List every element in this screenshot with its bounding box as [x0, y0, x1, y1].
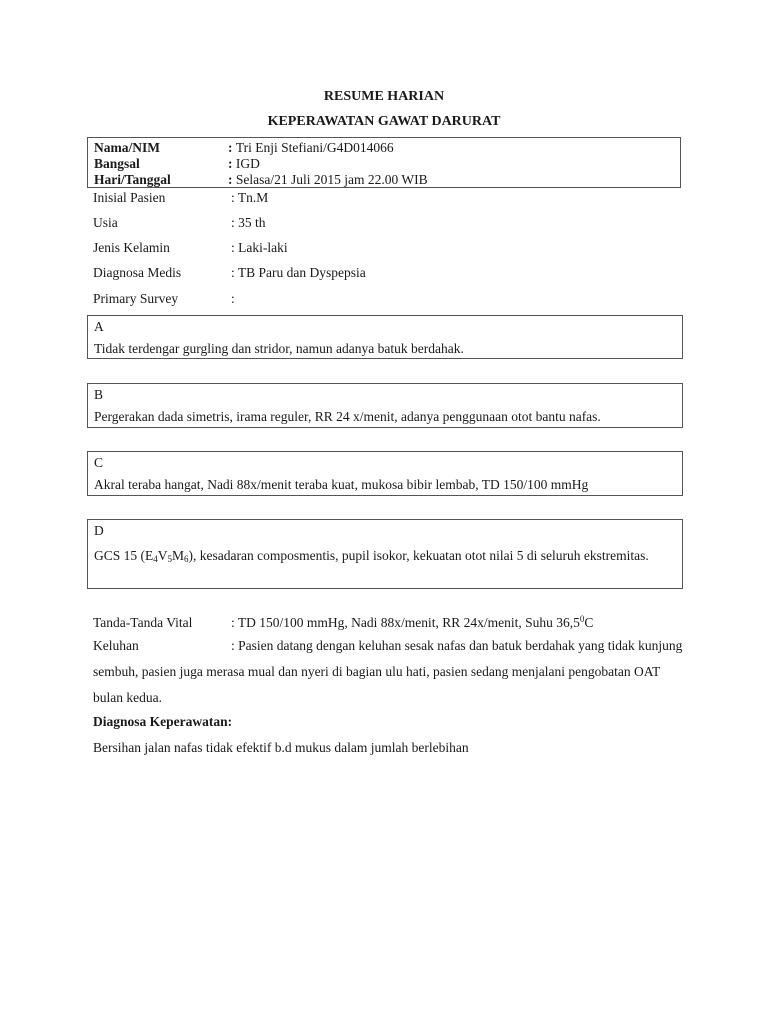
survey-letter: B [94, 387, 104, 402]
field-label: Primary Survey [93, 291, 179, 306]
document-subtitle: KEPERAWATAN GAWAT DARURAT [267, 114, 501, 129]
colon: : [231, 291, 235, 306]
colon: : [231, 638, 239, 653]
survey-letter: A [94, 319, 104, 334]
field-label: Inisial Pasien [93, 190, 166, 205]
survey-d-rest: ), kesadaran composmentis, pupil isokor, kekuatan otot nilai 5 di seluruh ekstremitas. [188, 548, 649, 563]
gcs-v: V [157, 548, 168, 563]
colon: : [231, 615, 238, 630]
document-title: RESUME HARIAN [323, 89, 445, 104]
field-label: Keluhan [93, 638, 139, 653]
identity-value: Selasa/21 Juli 2015 jam 22.00 WIB [235, 172, 428, 187]
field-value: Tn.M [237, 190, 269, 205]
gcs-m-score: 6 [184, 554, 189, 564]
field-value: 35 th [238, 215, 266, 230]
field-label: Tanda-Tanda Vital [93, 615, 193, 630]
nursing-diagnosis-text: Bersihan jalan nafas tidak efektif b.d mukus dalam jumlah berlebihan [93, 740, 469, 755]
patient-row-primary-survey [93, 291, 235, 307]
survey-box-disability [87, 519, 683, 589]
nursing-diagnosis-heading: Diagnosa Keperawatan: [93, 714, 233, 729]
patient-row-initials [93, 190, 268, 206]
colon: : [228, 156, 236, 171]
identity-row-date [94, 172, 428, 188]
vitals-value: TD 150/100 mmHg, Nadi 88x/menit, RR 24x/menit, Suhu 36,5 [237, 615, 580, 630]
vital-signs-row [93, 614, 593, 631]
survey-letter: C [94, 455, 104, 470]
colon: : [228, 140, 236, 155]
field-label: Jenis Kelamin [93, 240, 170, 255]
identity-box [87, 137, 681, 188]
identity-label: Bangsal [94, 156, 140, 171]
identity-label: Hari/Tanggal [94, 172, 171, 187]
complaint-text: Pasien datang dengan keluhan sesak nafas dan batuk berdahak yang tidak kunjung sembuh, pasien juga merasa mual dan nyeri di bagian ulu hati, pasien sedang menjalani pengobatan OAT bulan kedua. [93, 638, 683, 705]
survey-text: Pergerakan dada simetris, irama reguler, RR 24 x/menit, adanya penggunaan otot bantu nafas. [94, 409, 601, 424]
survey-text: Tidak terdengar gurgling dan stridor, namun adanya batuk berdahak. [94, 341, 464, 356]
colon: : [231, 215, 239, 230]
survey-letter: D [94, 523, 104, 538]
colon: : [228, 172, 236, 187]
gcs-e-score: 4 [153, 554, 158, 564]
colon: : [231, 190, 238, 205]
field-value: TB Paru dan Dyspepsia [237, 265, 366, 280]
patient-row-gender [93, 240, 288, 256]
complaint-paragraph [93, 633, 693, 711]
identity-row-ward [94, 156, 260, 172]
patient-row-diagnosis [93, 265, 366, 281]
identity-value: Tri Enji Stefiani/G4D014066 [235, 140, 394, 155]
colon: : [231, 240, 239, 255]
field-value: Laki-laki [238, 240, 288, 255]
field-label: Usia [93, 215, 118, 230]
patient-row-age [93, 215, 266, 231]
colon: : [231, 265, 238, 280]
identity-value: IGD [235, 156, 260, 171]
gcs-prefix: GCS 15 (E [94, 548, 154, 563]
survey-box-circulation [87, 451, 683, 496]
gcs-v-score: 5 [167, 554, 173, 564]
survey-text [94, 543, 674, 572]
field-label: Diagnosa Medis [93, 265, 182, 280]
survey-box-airway [87, 315, 683, 359]
survey-box-breathing [87, 383, 683, 428]
gcs-m: M [172, 548, 185, 563]
identity-row-name [94, 140, 394, 156]
identity-label: Nama/NIM [94, 140, 160, 155]
survey-text: Akral teraba hangat, Nadi 88x/menit teraba kuat, mukosa bibir lembab, TD 150/100 mmHg [94, 477, 589, 492]
temperature-unit: C [584, 615, 594, 630]
degree-sign: 0 [579, 614, 585, 624]
